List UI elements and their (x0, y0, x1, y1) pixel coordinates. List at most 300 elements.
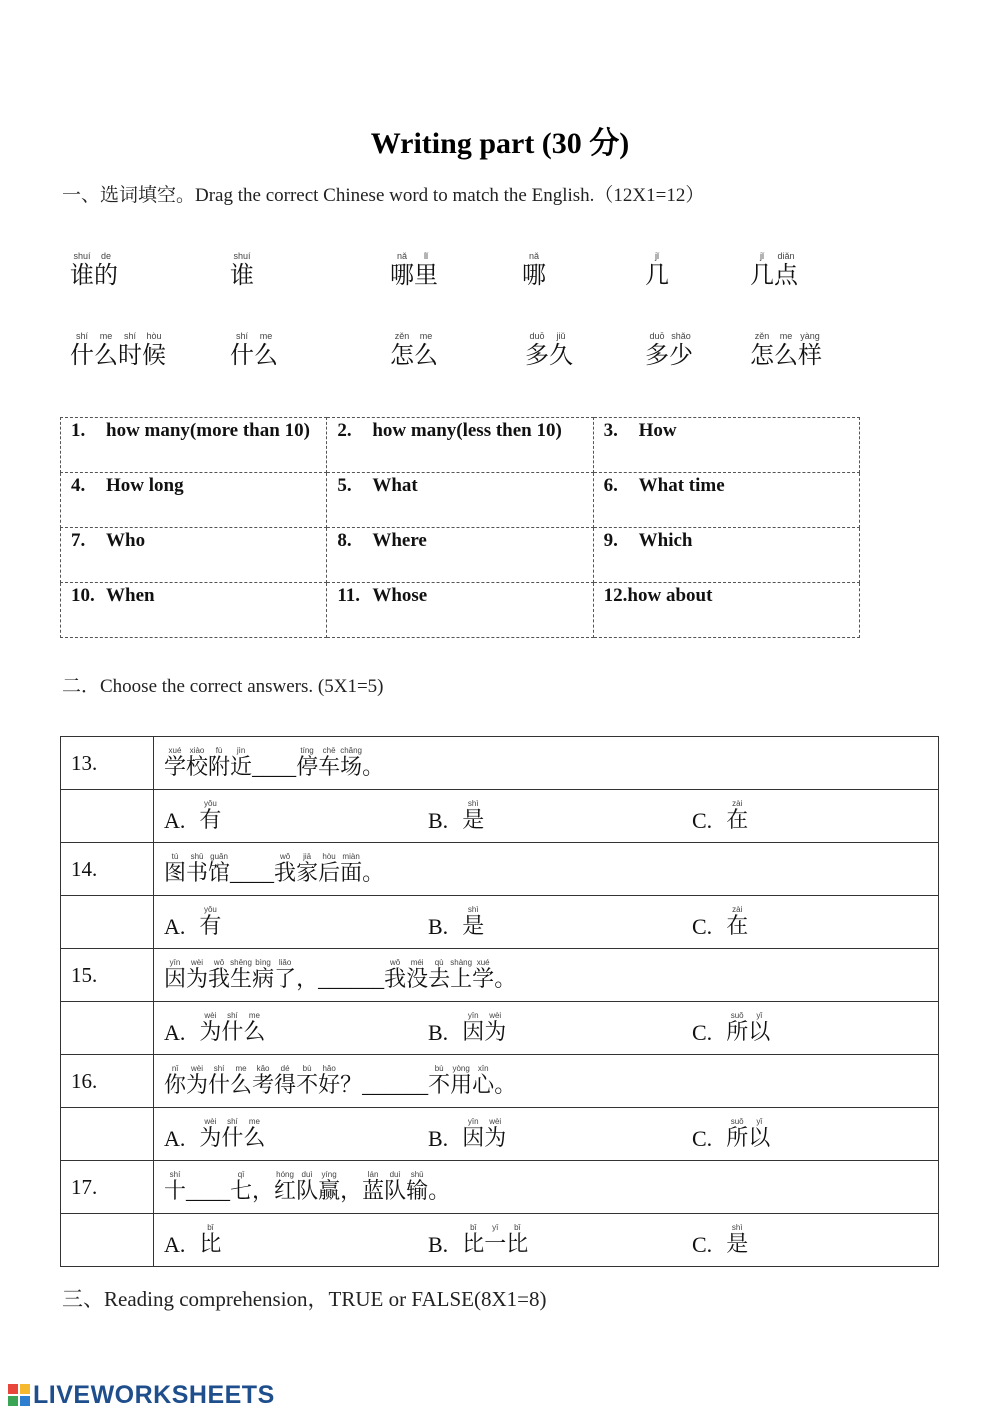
sentence-text: ， (252, 1177, 275, 1203)
hanzi-char: 为wèi (186, 1063, 209, 1098)
empty-cell (61, 790, 154, 843)
options-cell (154, 790, 939, 843)
question-sentence (154, 949, 939, 1002)
hanzi-char: 面miàn (340, 851, 363, 886)
hanzi-char: 为wèi (199, 1116, 222, 1151)
pinyin: bǐ (506, 1222, 529, 1232)
pinyin: yīn (462, 1010, 485, 1020)
hanzi-char: 是shì (462, 904, 485, 939)
pinyin: shuí (230, 251, 254, 261)
word-bank-item[interactable] (525, 332, 573, 370)
pinyin: wèi (186, 1063, 209, 1073)
word-bank-item[interactable] (750, 252, 798, 290)
hanzi-char: 因yīn (164, 957, 187, 992)
hanzi-char: 为wèi (484, 1010, 507, 1045)
pinyin: zěn (750, 331, 774, 341)
word-bank-item[interactable] (522, 252, 546, 290)
hanzi-char: 家jiā (296, 851, 319, 886)
pinyin: shí (221, 1010, 244, 1020)
pinyin: me (254, 331, 278, 341)
empty-cell (61, 1002, 154, 1055)
hanzi-char: 校xiào (186, 745, 209, 780)
word-bank-item[interactable] (70, 332, 166, 370)
options-row (61, 1108, 939, 1161)
hanzi-char: 么me (243, 1116, 266, 1151)
answer-option[interactable] (692, 799, 748, 834)
hanzi-char: 多duō (525, 331, 549, 369)
option-letter: C. (692, 1125, 713, 1151)
hanzi-char: 谁shuí (70, 251, 94, 289)
pinyin: hǎo (318, 1063, 341, 1073)
hanzi-char: 样yàng (798, 331, 822, 369)
sentence-text: 。 (362, 753, 385, 779)
hanzi-char: 生shēng (230, 957, 253, 992)
hanzi-char: 什shí (70, 331, 94, 369)
options-cell (154, 1108, 939, 1161)
hanzi-char: 因yīn (462, 1116, 485, 1151)
question-sentence (154, 1055, 939, 1108)
pinyin: bìng (252, 957, 275, 967)
logo-text: LIVEWORKSHEETS (33, 1380, 275, 1409)
pinyin: nǎ (390, 251, 414, 261)
pinyin: me (414, 331, 438, 341)
match-number: 4. (71, 475, 86, 496)
sentence-text: ， (340, 1177, 363, 1203)
pinyin: shū (186, 851, 209, 861)
question-number: 14. (61, 843, 154, 896)
hanzi-char: 什shí (221, 1116, 244, 1151)
option-letter: A. (164, 1231, 186, 1257)
answer-option[interactable] (692, 1223, 748, 1258)
hanzi-char: 候hòu (142, 331, 166, 369)
options-row (61, 1002, 939, 1055)
pinyin: yǒu (199, 904, 222, 914)
answer-option[interactable] (428, 799, 692, 834)
hanzi-char: 没méi (406, 957, 429, 992)
word-bank-item[interactable] (70, 252, 118, 290)
hanzi-char: 有yǒu (199, 798, 222, 833)
hanzi-char: 输shū (406, 1169, 429, 1204)
pinyin: tú (164, 851, 187, 861)
hanzi-char: 车chē (318, 745, 341, 780)
pinyin: chē (318, 745, 341, 755)
hanzi-char: 在zài (726, 798, 749, 833)
match-english: When (106, 585, 155, 606)
question-row (61, 737, 939, 790)
pinyin: xīn (472, 1063, 495, 1073)
hanzi-char: 病bìng (252, 957, 275, 992)
pinyin: nǎ (522, 251, 546, 261)
pinyin: diǎn (774, 251, 798, 261)
pinyin: zài (726, 904, 749, 914)
question-sentence (154, 843, 939, 896)
hanzi-char: 谁shuí (230, 251, 254, 289)
sentence-text: 。 (494, 1071, 517, 1097)
word-bank-item[interactable] (230, 332, 278, 370)
match-number: 2. (337, 420, 352, 441)
hanzi-char: 所suǒ (726, 1116, 749, 1151)
hanzi-char: 为wèi (199, 1010, 222, 1045)
sentence-text: ，______ (296, 965, 385, 991)
pinyin: xiào (186, 745, 209, 755)
options-row (61, 790, 939, 843)
option-letter: A. (164, 1125, 186, 1151)
sentence-text: 。 (362, 859, 385, 885)
options-row (61, 896, 939, 949)
pinyin: jiā (296, 851, 319, 861)
pinyin: yǐ (748, 1116, 771, 1126)
question-row (61, 843, 939, 896)
footer-logo[interactable] (8, 1380, 275, 1410)
match-number: 8. (337, 530, 352, 551)
options-cell (154, 1002, 939, 1055)
word-bank-item[interactable] (645, 332, 693, 370)
section-1-heading: 一、选词填空。Drag the correct Chinese word to match the English.（12X1=12） (62, 185, 705, 206)
pinyin: shí (164, 1169, 187, 1179)
answer-option[interactable] (692, 905, 748, 940)
hanzi-char: 书shū (186, 851, 209, 886)
pinyin: xué (164, 745, 186, 755)
hanzi-char: 么me (94, 331, 118, 369)
pinyin: wèi (199, 1116, 222, 1126)
match-cell[interactable] (327, 583, 593, 638)
match-cell[interactable] (593, 528, 859, 583)
options-row (61, 1214, 939, 1267)
word-bank-item[interactable] (645, 252, 669, 290)
hanzi-char: 我wǒ (384, 957, 407, 992)
pinyin: shū (406, 1169, 429, 1179)
answer-option[interactable] (428, 1117, 692, 1152)
pinyin: dé (274, 1063, 297, 1073)
option-letter: B. (428, 913, 449, 939)
hanzi-char: 学xué (472, 957, 495, 992)
pinyin: duō (525, 331, 549, 341)
pinyin: de (94, 251, 118, 261)
pinyin: wǒ (208, 957, 231, 967)
hanzi-char: 蓝lán (362, 1169, 385, 1204)
hanzi-char: 么me (414, 331, 438, 369)
hanzi-char: 的de (94, 251, 118, 289)
pinyin: jìn (230, 745, 253, 755)
option-letter: A. (164, 1019, 186, 1045)
match-row (61, 583, 860, 638)
hanzi-char: 多duō (645, 331, 669, 369)
pinyin: wèi (186, 957, 209, 967)
hanzi-char: 十shí (164, 1169, 187, 1204)
hanzi-char: 七qī (230, 1169, 253, 1204)
hanzi-char: 我wǒ (208, 957, 231, 992)
pinyin: shuí (70, 251, 94, 261)
hanzi-char: 什shí (230, 331, 254, 369)
hanzi-char: 久jiǔ (549, 331, 573, 369)
option-letter: B. (428, 807, 449, 833)
pinyin: shàng (450, 957, 473, 967)
match-row (61, 418, 860, 473)
question-sentence (154, 1161, 939, 1214)
match-number: 1. (71, 420, 86, 441)
pinyin: suǒ (726, 1116, 749, 1126)
question-number: 17. (61, 1161, 154, 1214)
section-2-heading: 二．Choose the correct answers. (5X1=5) (62, 676, 384, 697)
pinyin: bǐ (199, 1222, 222, 1232)
sentence-text: 。 (428, 1177, 451, 1203)
options-cell (154, 1214, 939, 1267)
match-english: Where (372, 530, 427, 551)
match-english: What time (638, 475, 725, 496)
pinyin: yòng (450, 1063, 473, 1073)
hanzi-char: 附fù (208, 745, 231, 780)
pinyin: shí (230, 331, 254, 341)
hanzi-char: 红hóng (274, 1169, 297, 1204)
hanzi-char: 有yǒu (199, 904, 222, 939)
pinyin: liǎo (274, 957, 297, 967)
match-number: 7. (71, 530, 86, 551)
pinyin: yīn (164, 957, 187, 967)
match-cell[interactable] (593, 583, 859, 638)
word-bank-item[interactable] (390, 332, 438, 370)
hanzi-char: 怎zěn (750, 331, 774, 369)
pinyin: guǎn (208, 851, 231, 861)
pinyin: fù (208, 745, 231, 755)
question-number: 15. (61, 949, 154, 1002)
pinyin: bù (296, 1063, 319, 1073)
hanzi-char: 后hòu (318, 851, 341, 886)
empty-cell (61, 896, 154, 949)
hanzi-char: 我wǒ (274, 851, 297, 886)
pinyin: shì (462, 904, 485, 914)
pinyin: nǐ (164, 1063, 187, 1073)
sentence-text: 。 (494, 965, 517, 991)
hanzi-char: 用yòng (450, 1063, 473, 1098)
sentence-text: ____ (230, 859, 275, 885)
hanzi-char: 么me (243, 1010, 266, 1045)
option-letter: A. (164, 807, 186, 833)
liveworksheets-logo-icon (8, 1384, 30, 1406)
hanzi-char: 去qù (428, 957, 451, 992)
pinyin: qù (428, 957, 451, 967)
hanzi-char: 哪nǎ (390, 251, 414, 289)
hanzi-char: 比bǐ (506, 1222, 529, 1257)
option-letter: B. (428, 1125, 449, 1151)
hanzi-char: 里lǐ (414, 251, 438, 289)
answer-option[interactable] (164, 905, 428, 940)
match-cell[interactable] (61, 528, 327, 583)
word-bank-item[interactable] (750, 332, 822, 370)
pinyin: tíng (296, 745, 319, 755)
pinyin: hóng (274, 1169, 297, 1179)
hanzi-char: 少shǎo (669, 331, 693, 369)
pinyin: xué (472, 957, 495, 967)
pinyin: bǐ (462, 1222, 485, 1232)
hanzi-char: 停tíng (296, 745, 319, 780)
empty-cell (61, 1108, 154, 1161)
match-row (61, 473, 860, 528)
hanzi-char: 是shì (726, 1222, 749, 1257)
pinyin: lán (362, 1169, 385, 1179)
hanzi-char: 几jǐ (750, 251, 774, 289)
pinyin: méi (406, 957, 429, 967)
answer-option[interactable] (428, 905, 692, 940)
hanzi-char: 学xué (164, 745, 187, 780)
pinyin: wǒ (384, 957, 407, 967)
match-english: How (638, 420, 677, 441)
pinyin: shēng (230, 957, 253, 967)
pinyin: duì (384, 1169, 407, 1179)
pinyin: me (243, 1010, 266, 1020)
hanzi-char: 几jǐ (645, 251, 669, 289)
hanzi-char: 考kǎo (252, 1063, 275, 1098)
sentence-text: ____ (252, 753, 297, 779)
option-letter: B. (428, 1019, 449, 1045)
hanzi-char: 馆guǎn (208, 851, 231, 886)
empty-cell (61, 1214, 154, 1267)
match-cell[interactable] (327, 418, 593, 473)
pinyin: shì (726, 1222, 749, 1232)
word-bank-item[interactable] (390, 252, 438, 290)
question-number: 13. (61, 737, 154, 790)
pinyin: yīn (462, 1116, 485, 1126)
hanzi-char: 为wèi (484, 1116, 507, 1151)
hanzi-char: 一yī (484, 1222, 507, 1257)
pinyin: jiǔ (549, 331, 573, 341)
hanzi-char: 了liǎo (274, 957, 297, 992)
match-english: How long (106, 475, 184, 496)
pinyin: duì (296, 1169, 319, 1179)
match-number: 5. (337, 475, 352, 496)
hanzi-char: 所suǒ (726, 1010, 749, 1045)
pinyin: chǎng (340, 745, 363, 755)
answer-option[interactable] (164, 1117, 428, 1152)
hanzi-char: 场chǎng (340, 745, 363, 780)
match-english: Which (638, 530, 693, 551)
match-english: 12.how about (603, 585, 713, 606)
pinyin: lǐ (414, 251, 438, 261)
pinyin: suǒ (726, 1010, 749, 1020)
option-letter: C. (692, 1231, 713, 1257)
question-row (61, 1161, 939, 1214)
pinyin: me (243, 1116, 266, 1126)
match-row (61, 528, 860, 583)
answer-option[interactable] (428, 1223, 692, 1258)
match-number: 6. (603, 475, 618, 496)
question-row (61, 949, 939, 1002)
pinyin: shì (462, 798, 485, 808)
question-number: 16. (61, 1055, 154, 1108)
match-english: Who (106, 530, 146, 551)
match-cell[interactable] (61, 418, 327, 473)
hanzi-char: 以yǐ (748, 1010, 771, 1045)
match-cell[interactable] (61, 583, 327, 638)
section-3-heading: 三、Reading comprehension，TRUE or FALSE(8X1=8) (62, 1287, 547, 1311)
match-english: how many(less then 10) (372, 420, 562, 441)
match-number: 11. (337, 585, 361, 606)
hanzi-char: 什shí (221, 1010, 244, 1045)
hanzi-char: 么me (774, 331, 798, 369)
answer-option[interactable] (164, 1223, 428, 1258)
answer-option[interactable] (692, 1117, 770, 1152)
hanzi-char: 不bù (428, 1063, 451, 1098)
hanzi-char: 你nǐ (164, 1063, 187, 1098)
hanzi-char: 怎zěn (390, 331, 414, 369)
answer-option[interactable] (164, 799, 428, 834)
pinyin: hòu (142, 331, 166, 341)
pinyin: me (94, 331, 118, 341)
pinyin: yàng (798, 331, 822, 341)
pinyin: wǒ (274, 851, 297, 861)
pinyin: zài (726, 798, 749, 808)
pinyin: jǐ (750, 251, 774, 261)
hanzi-char: 比bǐ (462, 1222, 485, 1257)
pinyin: me (774, 331, 798, 341)
pinyin: shí (221, 1116, 244, 1126)
pinyin: wèi (484, 1010, 507, 1020)
match-cell[interactable] (593, 418, 859, 473)
option-letter: A. (164, 913, 186, 939)
options-cell (154, 896, 939, 949)
answer-option[interactable] (692, 1011, 770, 1046)
answer-option[interactable] (164, 1011, 428, 1046)
match-english: What (372, 475, 418, 496)
option-letter: B. (428, 1231, 449, 1257)
match-cell[interactable] (61, 473, 327, 528)
hanzi-char: 为wèi (186, 957, 209, 992)
sentence-text: ？______ (340, 1071, 429, 1097)
hanzi-char: 好hǎo (318, 1063, 341, 1098)
match-cell[interactable] (327, 473, 593, 528)
pinyin: hòu (318, 851, 341, 861)
hanzi-char: 是shì (462, 798, 485, 833)
pinyin: yǐ (748, 1010, 771, 1020)
question-row (61, 1055, 939, 1108)
pinyin: yī (484, 1222, 507, 1232)
choice-table (60, 736, 939, 1267)
pinyin: wèi (484, 1116, 507, 1126)
hanzi-char: 么me (254, 331, 278, 369)
match-cell[interactable] (327, 528, 593, 583)
option-letter: C. (692, 1019, 713, 1045)
pinyin: qī (230, 1169, 253, 1179)
pinyin: shǎo (669, 331, 693, 341)
hanzi-char: 上shàng (450, 957, 473, 992)
pinyin: bù (428, 1063, 451, 1073)
word-bank-item[interactable] (230, 252, 254, 290)
matching-table (60, 417, 860, 638)
answer-option[interactable] (428, 1011, 692, 1046)
match-cell[interactable] (593, 473, 859, 528)
match-number: 3. (603, 420, 618, 441)
hanzi-char: 么me (230, 1063, 253, 1098)
match-number: 9. (603, 530, 618, 551)
match-english: how many(more than 10) (106, 420, 310, 441)
hanzi-char: 哪nǎ (522, 251, 546, 289)
pinyin: yǒu (199, 798, 222, 808)
hanzi-char: 近jìn (230, 745, 253, 780)
pinyin: zěn (390, 331, 414, 341)
option-letter: C. (692, 807, 713, 833)
hanzi-char: 比bǐ (199, 1222, 222, 1257)
hanzi-char: 以yǐ (748, 1116, 771, 1151)
option-letter: C. (692, 913, 713, 939)
hanzi-char: 得dé (274, 1063, 297, 1098)
hanzi-char: 什shí (208, 1063, 231, 1098)
hanzi-char: 不bù (296, 1063, 319, 1098)
pinyin: jǐ (645, 251, 669, 261)
page-title: Writing part (30 分) (370, 127, 630, 160)
pinyin: duō (645, 331, 669, 341)
match-number: 10. (71, 585, 95, 606)
pinyin: miàn (340, 851, 363, 861)
hanzi-char: 心xīn (472, 1063, 495, 1098)
